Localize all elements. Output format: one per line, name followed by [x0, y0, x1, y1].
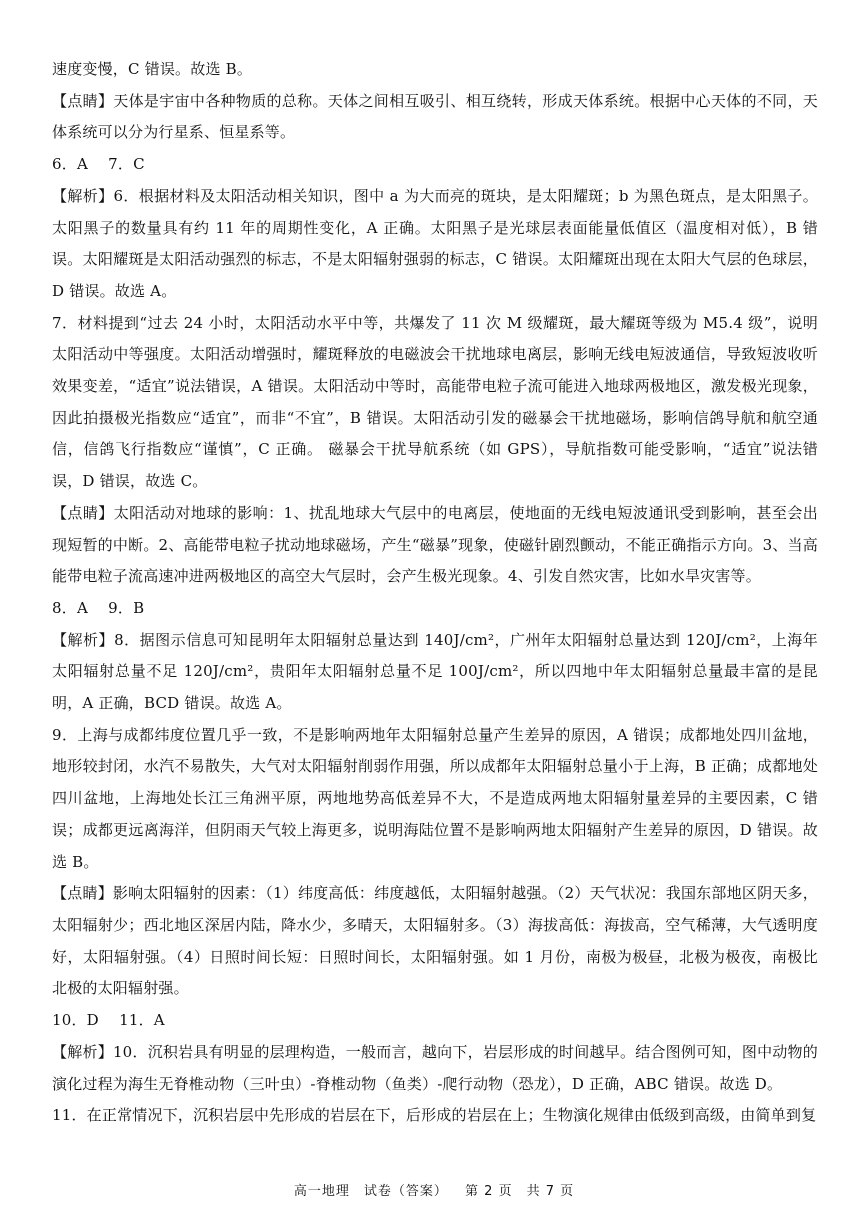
footer-subject: 高一地理 试卷（答案） — [293, 1184, 448, 1199]
paragraph: 【解析】10．沉积岩具有明显的层理构造，一般而言，越向下，岩层形成的时间越早。结合图例可知，图中动物的演化过程为海生无脊椎动物（三叶虫）-脊椎动物（鱼类）-爬行动物（恐龙），D 正确，ABC 错误。故选 D。 — [52, 1042, 818, 1093]
paragraph: 【点睛】影响太阳辐射的因素：（1）纬度高低：纬度越低，太阳辐射越强。（2）天气状况：我国东部地区阴天多，太阳辐射少；西北地区深居内陆，降水少，多晴天，太阳辐射多。（3）海拔高低：海拔高，空气稀薄，大气透明度好，太阳辐射强。（4）日照时间长短：日照时间长，太阳辐射强。如 1 月份，南极为极昼，北极为极夜，南极比北极的太阳辐射强。 — [52, 884, 818, 998]
paragraph: 9．上海与成都纬度位置几乎一致，不是影响两地年太阳辐射总量产生差异的原因，A 错误；成都地处四川盆地，地形较封闭，水汽不易散失，大气对太阳辐射削弱作用强，所以成都年太阳辐射总量小于上海，B 正确；成都地处四川盆地，上海地处长江三角洲平原，两地地势高低差异不大，不是造成两地太阳辐射量差异的主要因素，C 错误；成都更远离海洋，但阴雨天气较上海更多，说明海陆位置不是影响两地太阳辐射产生差异的原因，D 错误。故选 B。 — [52, 725, 818, 871]
paragraph: 【解析】8．据图示信息可知昆明年太阳辐射总量达到 140J/cm²，广州年太阳辐射总量达到 120J/cm²，上海年太阳辐射总量不足 120J/cm²，贵阳年太阳辐射总量不足 100J/cm²，所以四地中年太阳辐射总量最丰富的是昆明，A 正确，BCD 错误。故选 A。 — [52, 630, 818, 713]
paragraph: 7．材料提到“过去 24 小时，太阳活动水平中等，共爆发了 11 次 M 级耀斑，最大耀斑等级为 M5.4 级”，说明太阳活动中等强度。太阳活动增强时，耀斑释放的电磁波会干扰地球电离层，影响无线电短波通信，导致短波收听效果变差，“适宜”说法错误，A 错误。太阳活动中等时，高能带电粒子流可能进入地球两极地区，激发极光现象，因此拍摄极光指数应“适宜”，而非“不宜”，B 错误。太阳活动引发的磁暴会干扰地磁场，影响信鸽导航和航空通信，信鸽飞行指数应“谨慎”，C 正确。 磁暴会干扰导航系统（如 GPS），导航指数可能受影响，“适宜”说法错误，D 错误，故选 C。 — [52, 313, 818, 491]
answer-line: 8．A 9．B — [52, 598, 145, 617]
answer-line: 10．D 11．A — [52, 1011, 165, 1030]
page-footer — [0, 1180, 868, 1199]
paragraph: 速度变慢，C 错误。故选 B。 — [52, 60, 253, 78]
paragraph: 11．在正常情况下，沉积岩层中先形成的岩层在下，后形成的岩层在上；生物演化规律由低级到高级，由简单到复 — [52, 1106, 817, 1125]
answer-line: 6．A 7．C — [52, 155, 145, 174]
paragraph: 【点睛】天体是宇宙中各种物质的总称。天体之间相互吸引、相互绕转，形成天体系统。根据中心天体的不同，天体系统可以分为行星系、恒星系等。 — [52, 91, 818, 142]
paragraph: 【点睛】太阳活动对地球的影响：1、扰乱地球大气层中的电离层，使地面的无线电短波通讯受到影响，甚至会出现短暂的中断。2、高能带电粒子扰动地球磁场，产生“磁暴”现象，使磁针剧烈颤动，不能正确指示方向。3、当高能带电粒子流高速冲进两极地区的高空大气层时，会产生极光现象。4、引发自然灾害，比如水旱灾害等。 — [52, 503, 818, 586]
document-body — [52, 54, 818, 1132]
paragraph: 【解析】6．根据材料及太阳活动相关知识，图中 a 为大而亮的斑块，是太阳耀斑；b 为黑色斑点，是太阳黑子。太阳黑子的数量具有约 11 年的周期性变化，A 正确。太阳黑子是光球层表面能量低值区（温度相对低），B 错误。太阳耀斑是太阳活动强烈的标志，不是太阳辐射强弱的标志，C 错误。太阳耀斑出现在太阳大气层的色球层，D 错误。故选 A。 — [52, 186, 818, 300]
footer-page-number: 第 2 页 共 7 页 — [465, 1184, 575, 1199]
